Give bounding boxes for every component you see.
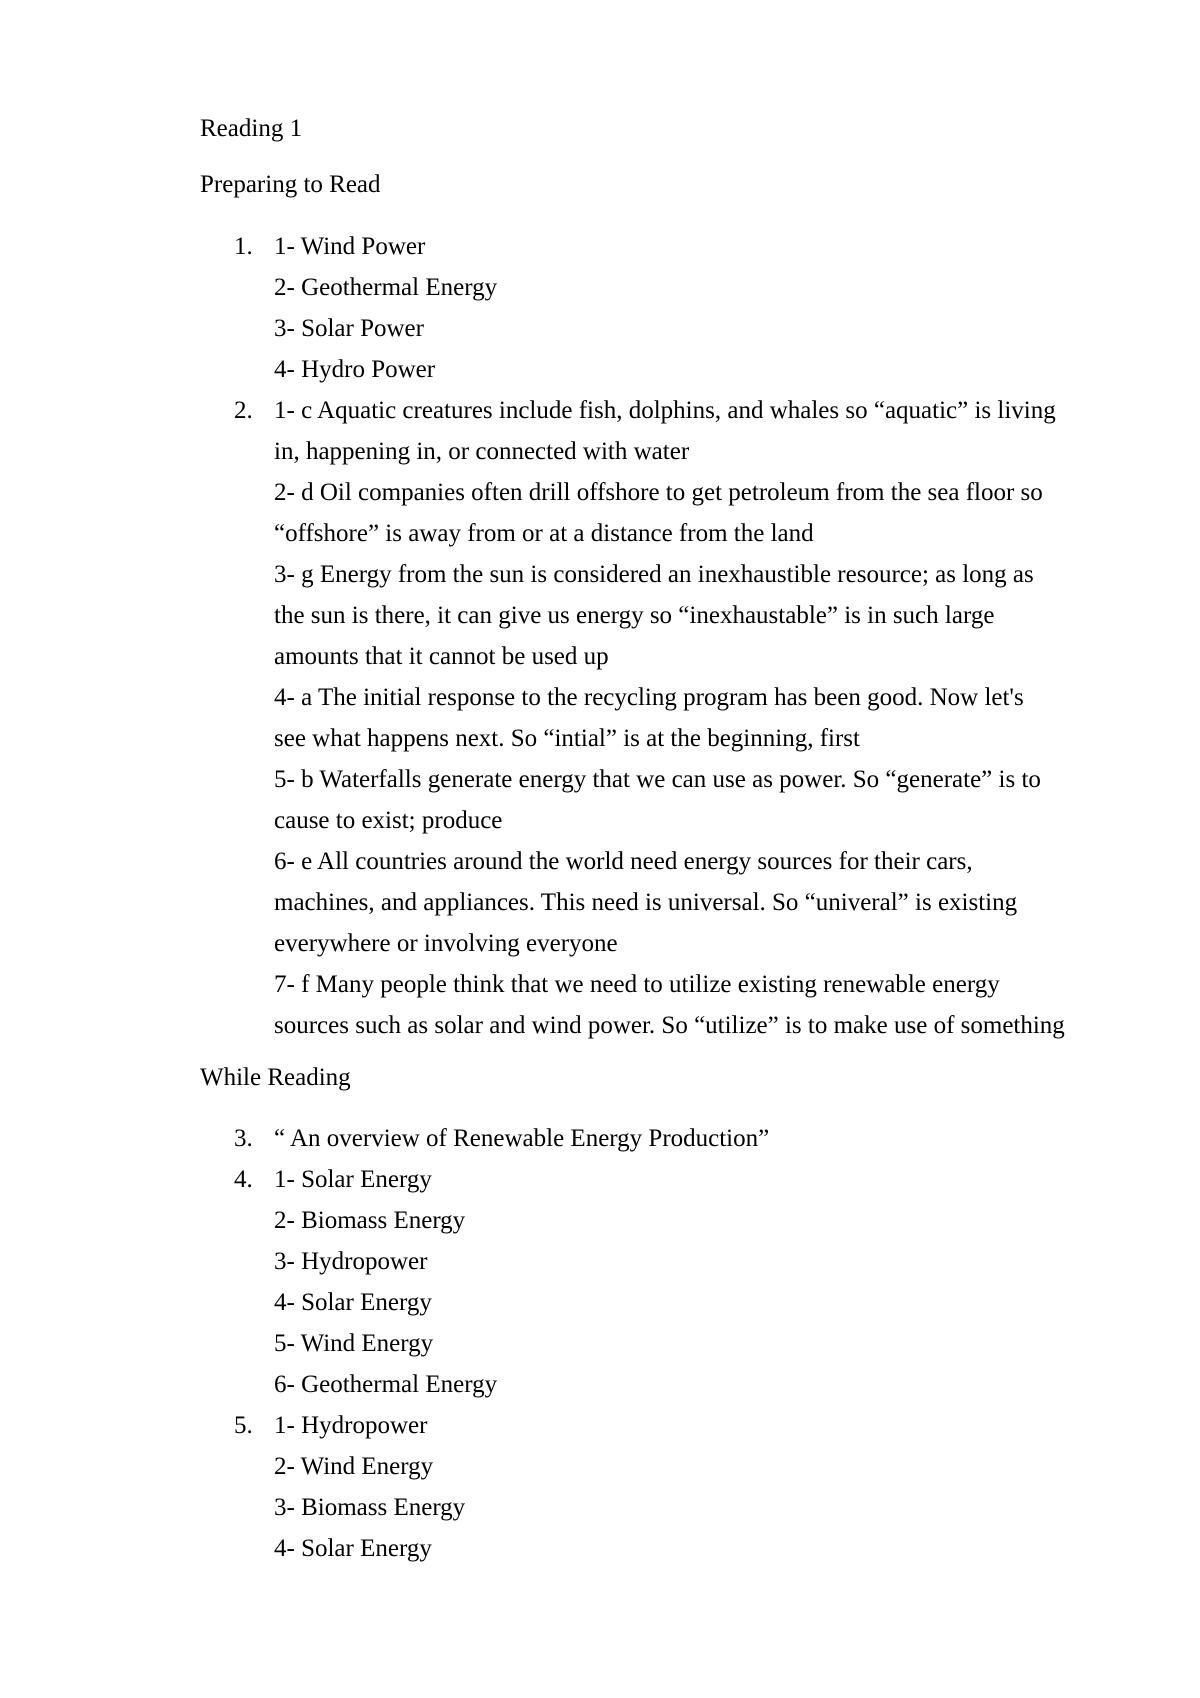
- answer-line: amounts that it cannot be used up: [274, 643, 609, 670]
- answer-line: see what happens next. So “intial” is at the beginning, first: [274, 725, 860, 752]
- answer-line: 1- Hydropower: [274, 1412, 428, 1439]
- answer-line: 5- b Waterfalls generate energy that we can use as power. So “generate” is to: [274, 766, 1041, 793]
- answer-line: the sun is there, it can give us energy so “inexhaustable” is in such large: [274, 602, 995, 629]
- answer-line: cause to exist; produce: [274, 807, 503, 834]
- list-number: 5.: [234, 1412, 253, 1439]
- document-title: Reading 1: [200, 115, 303, 142]
- list-item: [200, 390, 1120, 1046]
- list-number: 1.: [234, 233, 253, 260]
- answer-line: 2- Geothermal Energy: [274, 274, 498, 301]
- answer-line: 3- Solar Power: [274, 315, 424, 342]
- list-item: [200, 226, 1120, 390]
- list-item: [200, 1405, 1120, 1569]
- list-number: 2.: [234, 397, 253, 424]
- answer-line: 6- e All countries around the world need energy sources for their cars,: [274, 848, 973, 875]
- answer-line: 1- Solar Energy: [274, 1166, 432, 1193]
- answer-line: sources such as solar and wind power. So “utilize” is to make use of something: [274, 1012, 1065, 1039]
- answer-line: 2- d Oil companies often drill offshore to get petroleum from the sea floor so: [274, 479, 1043, 506]
- answer-line: 4- a The initial response to the recycling program has been good. Now let's: [274, 684, 1024, 711]
- answer-line: in, happening in, or connected with water: [274, 438, 690, 465]
- answer-list-while-reading: [200, 1118, 1120, 1569]
- answer-line: 3- Hydropower: [274, 1248, 428, 1275]
- answer-line: 1- Wind Power: [274, 233, 426, 260]
- list-item: [200, 1159, 1120, 1405]
- answer-line: machines, and appliances. This need is universal. So “univeral” is existing: [274, 889, 1018, 916]
- answer-list-preparing: [200, 226, 1120, 1046]
- answer-line: 4- Hydro Power: [274, 356, 436, 383]
- answer-line: “ An overview of Renewable Energy Production”: [274, 1125, 770, 1152]
- section-heading-preparing: Preparing to Read: [200, 171, 381, 198]
- answer-line: “offshore” is away from or at a distance from the land: [274, 520, 814, 547]
- answer-line: 3- Biomass Energy: [274, 1494, 466, 1521]
- answer-line: 4- Solar Energy: [274, 1289, 432, 1316]
- list-item: [200, 1118, 1120, 1159]
- section-heading-while-reading: While Reading: [200, 1064, 351, 1091]
- answer-line: 7- f Many people think that we need to utilize existing renewable energy: [274, 971, 1000, 998]
- answer-line: 6- Geothermal Energy: [274, 1371, 498, 1398]
- answer-line: 2- Biomass Energy: [274, 1207, 466, 1234]
- answer-line: everywhere or involving everyone: [274, 930, 618, 957]
- answer-line: 5- Wind Energy: [274, 1330, 434, 1357]
- answer-line: 1- c Aquatic creatures include fish, dolphins, and whales so “aquatic” is living: [274, 397, 1056, 424]
- answer-line: 3- g Energy from the sun is considered an inexhaustible resource; as long as: [274, 561, 1034, 588]
- answer-line: 4- Solar Energy: [274, 1535, 432, 1562]
- list-number: 3.: [234, 1125, 253, 1152]
- list-number: 4.: [234, 1166, 253, 1193]
- answer-line: 2- Wind Energy: [274, 1453, 434, 1480]
